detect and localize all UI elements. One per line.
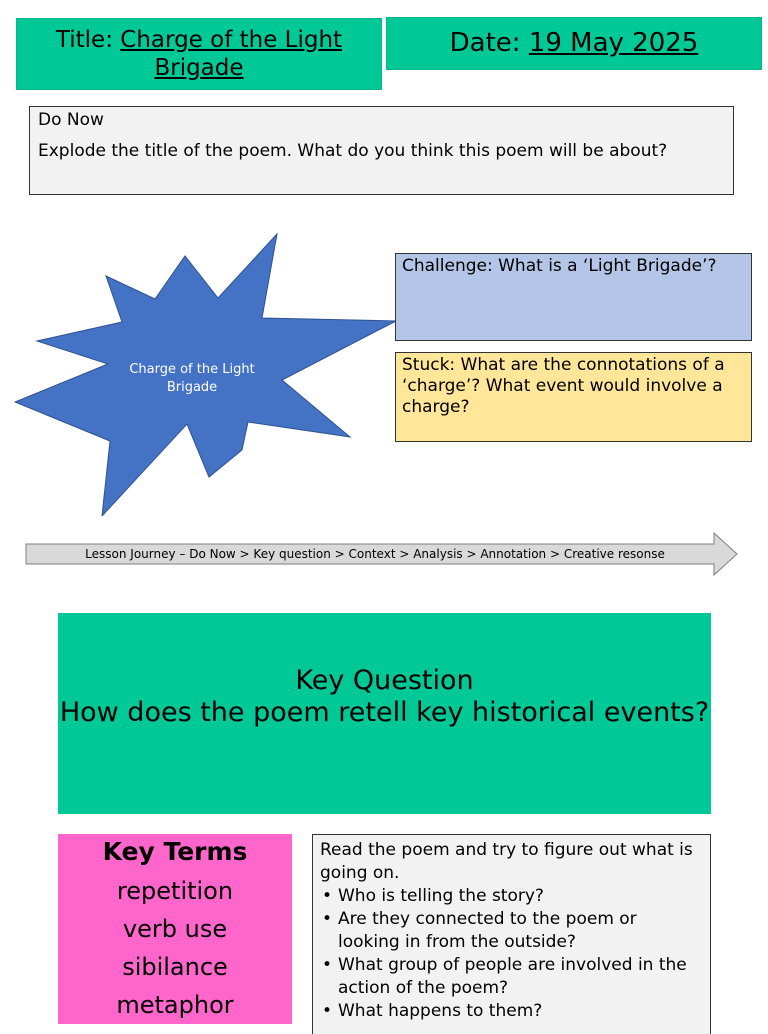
key-term: verb use (122, 915, 228, 943)
reading-question: • Who is telling the story? (320, 885, 703, 908)
do-now-box (29, 106, 734, 195)
title-box (16, 18, 382, 90)
key-terms-heading: Key Terms (102, 837, 248, 866)
key-term: sibilance (122, 953, 228, 981)
lesson-date: 19 May 2025 (528, 28, 699, 58)
date-label: Date: (449, 28, 521, 58)
reading-task-box (312, 834, 711, 1034)
key-term: metaphor (116, 991, 234, 1019)
reading-question: • Are they connected to the poem or looking in from the outside? (320, 908, 703, 954)
explosion-label: Charge of the Light Brigade (129, 362, 255, 395)
key-question-box (58, 613, 711, 814)
stuck-box (395, 352, 752, 442)
reading-task-intro: Read the poem and try to figure out what is going on. (320, 840, 693, 883)
lesson-journey-text: Lesson Journey – Do Now > Key question > Context > Analysis > Annotation > Creative resonse (85, 547, 665, 561)
key-question-heading: Key Question (295, 665, 474, 696)
do-now-heading: Do Now (38, 110, 104, 130)
reading-questions (320, 885, 703, 1023)
reading-question: • What group of people are involved in the action of the poem? (320, 954, 703, 1000)
challenge-box (395, 253, 752, 341)
stuck-text: Stuck: What are the connotations of a ‘charge’? What event would involve a charge? (402, 355, 725, 417)
challenge-text: Challenge: What is a ‘Light Brigade’? (402, 256, 717, 276)
do-now-prompt: Explode the title of the poem. What do you think this poem will be about? (38, 141, 668, 161)
key-terms-box (58, 834, 292, 1024)
title-label: Title: (55, 27, 113, 53)
key-question-text: How does the poem retell key historical events? (59, 697, 710, 728)
reading-question: • What happens to them? (320, 1000, 703, 1023)
lesson-title: Charge of the Light Brigade (120, 27, 343, 81)
key-term: repetition (116, 877, 234, 905)
date-box (386, 17, 762, 70)
